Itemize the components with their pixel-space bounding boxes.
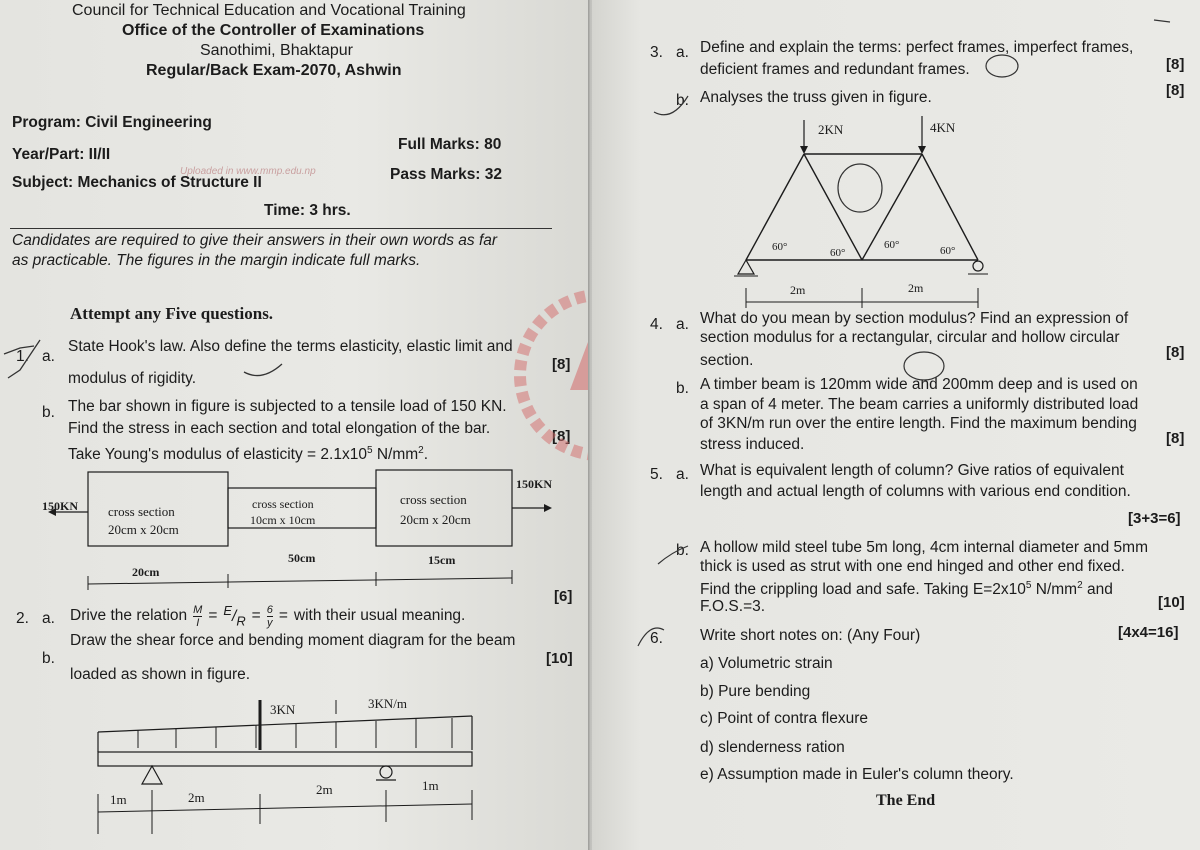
the-end-label: The End xyxy=(876,792,936,809)
point-load-label: 3KN xyxy=(270,702,296,717)
q5a-line-2: length and actual length of columns with various end condition. xyxy=(700,483,1131,500)
q1a-marks: [8] xyxy=(552,356,571,373)
q4b-line-4: stress induced. xyxy=(700,436,805,453)
q4a-label: a. xyxy=(676,316,689,333)
span2-label: 2m xyxy=(908,281,924,295)
q2a-marks: [6] xyxy=(554,588,573,605)
len3-label: 15cm xyxy=(428,553,456,567)
load2-label: 4KN xyxy=(930,120,956,135)
q4b-label: b. xyxy=(676,380,689,397)
q3a-label: a. xyxy=(676,44,689,61)
q6-item-e: e) Assumption made in Euler's column theory. xyxy=(700,766,1014,783)
q5b-line-3: Find the crippling load and safe. Taking $E=2x10^5$ $N/mm^2$ and xyxy=(700,580,1113,599)
dim1-label: 1m xyxy=(110,792,127,807)
right-roller-support-icon xyxy=(973,261,983,271)
left-load-label: 150KN xyxy=(42,499,78,513)
q4b-line-1: A timber beam is 120mm wide and 200mm deep and is used on xyxy=(700,376,1138,393)
q2b-line-1: Draw the shear force and bending moment diagram for the beam xyxy=(70,632,516,649)
right-page xyxy=(592,0,1200,850)
sec1-label-1: cross section xyxy=(108,504,175,519)
q5b-marks: [10] xyxy=(1158,594,1185,611)
q4a-line-3: section. xyxy=(700,352,754,369)
roller-support-icon xyxy=(380,766,392,778)
q6-item-c: c) Point of contra flexure xyxy=(700,710,868,727)
program-label: Program: Civil Engineering xyxy=(12,114,212,131)
q2a-eq1: = xyxy=(208,607,218,625)
angle2-label: 60° xyxy=(830,247,846,259)
q4-number: 4. xyxy=(650,316,663,333)
time-label: Time: 3 hrs. xyxy=(264,202,351,219)
upload-watermark: Uploaded in www.mmp.edu.np xyxy=(180,166,316,177)
memorial-stamp-icon xyxy=(510,280,590,470)
q2a-label: a. xyxy=(42,610,55,627)
q4b-line-3: of 3KN/m run over the entire length. Find the maximum bending xyxy=(700,415,1137,432)
q1b-line-1: The bar shown in figure is subjected to a tensile load of 150 KN. xyxy=(68,398,507,415)
year-part-label: Year/Part: II/II xyxy=(12,146,111,163)
angle1-label: 60° xyxy=(772,241,788,253)
q2a-frac1-num: M xyxy=(193,603,203,616)
q3a-line-1: Define and explain the terms: perfect frames, imperfect frames, xyxy=(700,39,1134,56)
angle4-label: 60° xyxy=(940,245,956,257)
q1b-label: b. xyxy=(42,404,55,421)
q4a-line-2: section modulus for a rectangular, circular and hollow circular xyxy=(700,329,1120,346)
q1b-line-2: Find the stress in each section and total elongation of the bar. xyxy=(68,420,491,437)
q2a-relation xyxy=(70,600,465,632)
pin-support-icon xyxy=(142,766,162,784)
len1-label: 20cm xyxy=(132,565,160,579)
q2b-marks: [10] xyxy=(546,650,573,667)
q6-number: 6. xyxy=(650,630,663,647)
q5b-line-1: A hollow mild steel tube 5m long, 4cm internal diameter and 5mm xyxy=(700,539,1148,556)
dim4-label: 1m xyxy=(422,778,439,793)
q1-number: 1. xyxy=(16,348,29,365)
q2a-frac2-den: y xyxy=(267,616,273,629)
q6-item-a: a) Volumetric strain xyxy=(700,655,833,672)
q2a-eq2: = xyxy=(251,607,261,625)
attempt-heading: Attempt any Five questions. xyxy=(70,304,274,323)
dim3-label: 2m xyxy=(316,782,333,797)
q5a-line-1: What is equivalent length of column? Give ratios of equivalent xyxy=(700,462,1124,479)
left-page xyxy=(0,0,590,850)
q3a-marks: [8] xyxy=(1166,56,1185,73)
q2a-eq3: = xyxy=(278,607,288,625)
q4a-marks: [8] xyxy=(1166,344,1185,361)
q5a-marks: [3+3=6] xyxy=(1128,510,1181,527)
q4b-line-2: a span of 4 meter. The beam carries a uniformly distributed load xyxy=(700,396,1139,413)
right-load-label: 150KN xyxy=(516,477,552,491)
q4b-marks: [8] xyxy=(1166,430,1185,447)
q2a-r: R xyxy=(236,613,246,629)
q1a-line-2: modulus of rigidity. xyxy=(68,370,197,387)
sec3-label-2: 20cm x 20cm xyxy=(400,512,471,527)
sec2-label-2: 10cm x 10cm xyxy=(250,513,316,527)
q5b-line-4: F.O.S.=3. xyxy=(700,598,766,615)
q6-marks: [4x4=16] xyxy=(1118,624,1179,641)
load1-arrow-icon xyxy=(800,146,808,154)
right-load-arrow-icon xyxy=(544,504,552,512)
q1b-line-3: Take Young's modulus of elasticity = $2.1x10^5$ $N/mm^2$. xyxy=(68,445,429,464)
q3b-label: b. xyxy=(676,92,689,109)
instructions-line-2: as practicable. The figures in the margin indicate full marks. xyxy=(12,252,421,269)
subject-label: Subject: Mechanics of Structure II xyxy=(12,174,262,191)
q2a-e: E xyxy=(223,603,233,618)
q1-bar-figure xyxy=(40,464,570,594)
q2b-label: b. xyxy=(42,650,55,667)
header-divider xyxy=(10,228,552,229)
span1-label: 2m xyxy=(790,283,806,297)
q5b-line-2: thick is used as strut with one end hinged and other end fixed. xyxy=(700,558,1125,575)
load1-label: 2KN xyxy=(818,122,844,137)
header-location: Sanothimi, Bhaktapur xyxy=(200,42,353,59)
beam xyxy=(98,752,472,766)
header-office: Office of the Controller of Examinations xyxy=(122,22,425,39)
q2a-text-post: with their usual meaning. xyxy=(293,607,466,625)
q6-title: Write short notes on: (Any Four) xyxy=(700,627,921,644)
q3-number: 3. xyxy=(650,44,663,61)
sec1-label-2: 20cm x 20cm xyxy=(108,522,179,537)
q3b-marks: [8] xyxy=(1166,82,1185,99)
q1b-marks: [8] xyxy=(552,428,571,445)
q5b-label: b. xyxy=(676,542,689,559)
q5-number: 5. xyxy=(650,466,663,483)
instructions-line-1: Candidates are required to give their answers in their own words as far xyxy=(12,232,498,249)
q1a-line-1: State Hook's law. Also define the terms elasticity, elastic limit and xyxy=(68,338,513,355)
left-pin-support-icon xyxy=(738,260,754,274)
len2-label: 50cm xyxy=(288,551,316,565)
q4a-line-1: What do you mean by section modulus? Find an expression of xyxy=(700,310,1129,327)
pass-marks-label: Pass Marks: 32 xyxy=(390,166,503,183)
q2b-line-2: loaded as shown in figure. xyxy=(70,666,251,683)
udl-label: 3KN/m xyxy=(368,696,407,711)
angle3-label: 60° xyxy=(884,239,900,251)
q6-item-d: d) slenderness ration xyxy=(700,739,845,756)
q2a-frac2-num: 6 xyxy=(266,603,273,616)
dim2-label: 2m xyxy=(188,790,205,805)
full-marks-label: Full Marks: 80 xyxy=(398,136,502,153)
q3a-line-2: deficient frames and redundant frames. xyxy=(700,61,970,78)
q2-number: 2. xyxy=(16,610,29,627)
udl-arrows xyxy=(138,718,452,748)
q2-beam-figure xyxy=(80,694,490,844)
load2-arrow-icon xyxy=(918,146,926,154)
header-council: Council for Technical Education and Vocational Training xyxy=(72,2,466,19)
q3b-line-1: Analyses the truss given in figure. xyxy=(700,89,932,106)
q6-item-b: b) Pure bending xyxy=(700,683,811,700)
header-exam: Regular/Back Exam-2070, Ashwin xyxy=(146,62,402,79)
q5a-label: a. xyxy=(676,466,689,483)
q1a-label: a. xyxy=(42,348,55,365)
q2a-slash: / xyxy=(232,608,237,626)
sec3-label-1: cross section xyxy=(400,492,467,507)
q3-truss-figure xyxy=(732,112,1002,312)
q2a-frac1-den: I xyxy=(196,616,200,629)
bar-section-3 xyxy=(376,470,512,546)
sec2-label-1: cross section xyxy=(252,497,314,511)
q2a-text-pre: Drive the relation xyxy=(70,607,188,625)
